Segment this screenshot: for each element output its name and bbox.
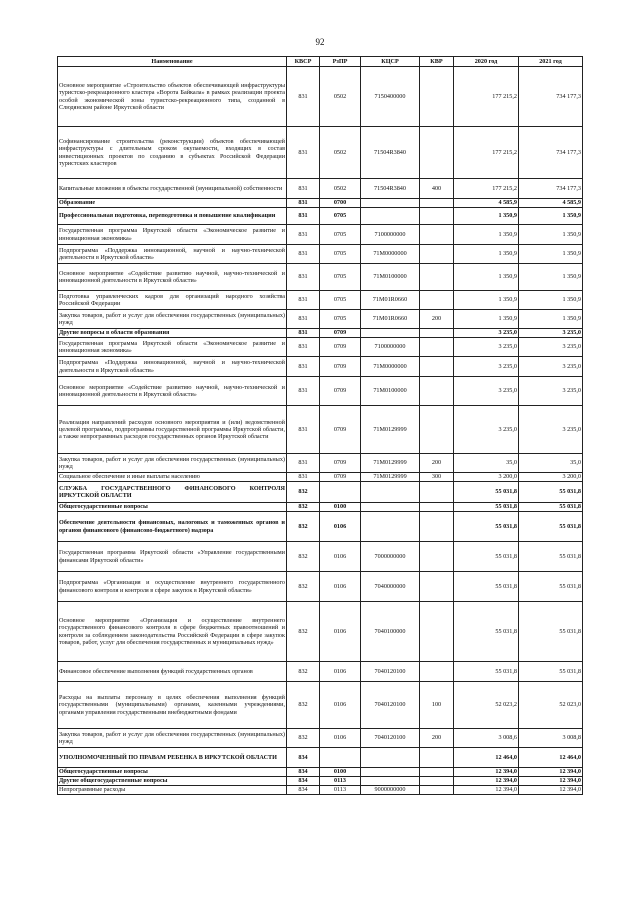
- cell-kvr: 200: [420, 729, 454, 748]
- cell-kvsr: 831: [287, 67, 320, 127]
- cell-rzpr: 0705: [320, 291, 361, 310]
- cell-kvr: 200: [420, 310, 454, 329]
- cell-2020: 3 235,0: [454, 357, 519, 377]
- cell-kcsr: 7100000000: [361, 338, 420, 357]
- cell-rzpr: 0106: [320, 572, 361, 602]
- cell-2021: 1 350,9: [519, 208, 583, 225]
- cell-rzpr: [320, 482, 361, 503]
- table-row: [58, 473, 583, 482]
- cell-2021: 55 031,8: [519, 662, 583, 682]
- cell-rzpr: [320, 748, 361, 768]
- cell-2020: 1 350,9: [454, 264, 519, 291]
- cell-name: Основное мероприятие «Содействие развитию научной, научно-технической и инновационной деятельности в Иркутской области»: [58, 377, 287, 406]
- cell-name: Закупка товаров, работ и услуг для обеспечения государственных (муниципальных) нужд: [58, 310, 287, 329]
- cell-kcsr: 71М0100000: [361, 377, 420, 406]
- cell-rzpr: 0502: [320, 127, 361, 179]
- cell-name: Образование: [58, 199, 287, 208]
- table-row: [58, 225, 583, 245]
- cell-kcsr: 7040120100: [361, 729, 420, 748]
- cell-name: Основное мероприятие «Содействие развитию научной, научно-технической и инновационной деятельности в Иркутской области»: [58, 264, 287, 291]
- cell-kvr: [420, 406, 454, 454]
- page-number: 92: [315, 37, 325, 47]
- cell-2020: 3 200,0: [454, 473, 519, 482]
- cell-kvsr: 834: [287, 786, 320, 795]
- header-2020: 2020 год: [454, 57, 519, 67]
- table-body: [58, 67, 583, 795]
- cell-2020: 3 235,0: [454, 377, 519, 406]
- cell-2020: 1 350,9: [454, 291, 519, 310]
- cell-kvsr: 832: [287, 602, 320, 662]
- cell-name: Подпрограмма «Организация и осуществление внутреннего государственного финансового контроля и контроля в сфере закупок в Иркутской области»: [58, 572, 287, 602]
- cell-kvsr: 831: [287, 264, 320, 291]
- cell-rzpr: 0705: [320, 245, 361, 264]
- cell-name: Другие вопросы в области образования: [58, 329, 287, 338]
- cell-kvr: [420, 748, 454, 768]
- cell-rzpr: 0709: [320, 454, 361, 473]
- cell-2021: 1 350,9: [519, 310, 583, 329]
- cell-kvsr: 831: [287, 310, 320, 329]
- cell-kcsr: 9000000000: [361, 786, 420, 795]
- cell-kcsr: [361, 199, 420, 208]
- cell-kcsr: [361, 748, 420, 768]
- cell-kcsr: 7040100000: [361, 602, 420, 662]
- cell-name: УПОЛНОМОЧЕННЫЙ ПО ПРАВАМ РЕБЕНКА В ИРКУТСКОЙ ОБЛАСТИ: [58, 748, 287, 768]
- cell-rzpr: 0705: [320, 310, 361, 329]
- table-row: [58, 482, 583, 503]
- cell-rzpr: 0709: [320, 357, 361, 377]
- cell-kvr: [420, 572, 454, 602]
- cell-2021: 55 031,8: [519, 482, 583, 503]
- cell-2021: 3 200,0: [519, 473, 583, 482]
- cell-kvsr: 832: [287, 682, 320, 729]
- table-row: [58, 662, 583, 682]
- table-row: [58, 729, 583, 748]
- cell-rzpr: 0502: [320, 67, 361, 127]
- cell-2020: 12 464,0: [454, 748, 519, 768]
- cell-2020: 3 235,0: [454, 338, 519, 357]
- cell-2021: 3 235,0: [519, 406, 583, 454]
- cell-2020: 55 031,8: [454, 572, 519, 602]
- cell-kvr: [420, 245, 454, 264]
- cell-kcsr: [361, 777, 420, 786]
- header-kvsr: КВСР: [287, 57, 320, 67]
- cell-kvr: [420, 264, 454, 291]
- cell-2021: 12 394,0: [519, 786, 583, 795]
- cell-2020: 55 031,8: [454, 482, 519, 503]
- cell-kvsr: 831: [287, 377, 320, 406]
- cell-2020: 12 394,0: [454, 768, 519, 777]
- cell-rzpr: 0100: [320, 768, 361, 777]
- table-row: [58, 291, 583, 310]
- cell-kvr: 200: [420, 454, 454, 473]
- cell-2021: 1 350,9: [519, 291, 583, 310]
- table-row: [58, 127, 583, 179]
- table-row: [58, 310, 583, 329]
- cell-name: Расходы на выплаты персоналу в целях обеспечения выполнения функций государственными (муниципальными) органами, казенными учреждениями, органами управления государственными внебюджетными фондами: [58, 682, 287, 729]
- cell-kvsr: 834: [287, 777, 320, 786]
- cell-2021: 734 177,3: [519, 127, 583, 179]
- cell-name: Подготовка управленческих кадров для организаций народного хозяйства Российской Федерации: [58, 291, 287, 310]
- cell-kvr: [420, 542, 454, 572]
- table-row: [58, 208, 583, 225]
- cell-rzpr: 0106: [320, 542, 361, 572]
- table-row: [58, 245, 583, 264]
- cell-2021: 12 464,0: [519, 748, 583, 768]
- cell-kvr: [420, 67, 454, 127]
- cell-kcsr: 71М0129999: [361, 406, 420, 454]
- cell-kvr: [420, 377, 454, 406]
- cell-2021: 55 031,8: [519, 512, 583, 542]
- cell-kcsr: 7040120100: [361, 662, 420, 682]
- table-row: [58, 512, 583, 542]
- cell-kcsr: 71М0000000: [361, 357, 420, 377]
- table-row: [58, 377, 583, 406]
- cell-kcsr: 7040120100: [361, 682, 420, 729]
- cell-name: Социальное обеспечение и иные выплаты населению: [58, 473, 287, 482]
- cell-kvr: [420, 199, 454, 208]
- cell-kcsr: 71504R3840: [361, 179, 420, 199]
- cell-2020: 12 394,0: [454, 786, 519, 795]
- cell-2020: 4 585,9: [454, 199, 519, 208]
- table-row: [58, 338, 583, 357]
- table-row: [58, 503, 583, 512]
- cell-kvr: [420, 768, 454, 777]
- header-name: Наименование: [58, 57, 287, 67]
- cell-name: Общегосударственные вопросы: [58, 768, 287, 777]
- table-row: [58, 786, 583, 795]
- cell-name: Обеспечение деятельности финансовых, налоговых и таможенных органов и органов финансового (финансово-бюджетного) надзора: [58, 512, 287, 542]
- cell-name: Подпрограмма «Поддержка инновационной, научной и научно-технической деятельности в Иркутской области»: [58, 357, 287, 377]
- cell-2020: 1 350,9: [454, 208, 519, 225]
- cell-kcsr: 7000000000: [361, 542, 420, 572]
- table-row: [58, 768, 583, 777]
- table-row: [58, 406, 583, 454]
- cell-kvsr: 832: [287, 542, 320, 572]
- cell-2021: 3 235,0: [519, 377, 583, 406]
- cell-kvsr: 831: [287, 199, 320, 208]
- cell-2021: 55 031,8: [519, 503, 583, 512]
- cell-kvsr: 831: [287, 291, 320, 310]
- cell-2020: 1 350,9: [454, 310, 519, 329]
- table-row: [58, 329, 583, 338]
- cell-kcsr: 71М01R0660: [361, 291, 420, 310]
- table-row: [58, 572, 583, 602]
- cell-rzpr: 0705: [320, 264, 361, 291]
- cell-name: Общегосударственные вопросы: [58, 503, 287, 512]
- cell-rzpr: 0106: [320, 729, 361, 748]
- cell-kvr: [420, 777, 454, 786]
- cell-rzpr: 0700: [320, 199, 361, 208]
- cell-kcsr: 7040000000: [361, 572, 420, 602]
- cell-2021: 3 235,0: [519, 357, 583, 377]
- cell-kcsr: [361, 768, 420, 777]
- cell-kvr: [420, 329, 454, 338]
- cell-name: Профессиональная подготовка, переподготовка и повышение квалификации: [58, 208, 287, 225]
- cell-kcsr: 7150400000: [361, 67, 420, 127]
- cell-kvr: [420, 512, 454, 542]
- cell-2021: 1 350,9: [519, 245, 583, 264]
- cell-2020: 1 350,9: [454, 225, 519, 245]
- table-row: [58, 264, 583, 291]
- cell-rzpr: 0100: [320, 503, 361, 512]
- cell-name: Основное мероприятие «Организация и осуществление внутреннего государственного финансового контроля в сфере бюджетных правоотношений и контроля за соблюдением законодательства Российской Федерации в сфере закупок товаров, работ, услуг для обеспечения государственных и муниципальных нужд»: [58, 602, 287, 662]
- header-kvr: КВР: [420, 57, 454, 67]
- cell-2020: 55 031,8: [454, 662, 519, 682]
- cell-2020: 177 215,2: [454, 179, 519, 199]
- cell-kcsr: 71М0000000: [361, 245, 420, 264]
- cell-kvsr: 831: [287, 179, 320, 199]
- table-row: [58, 67, 583, 127]
- cell-kvr: [420, 291, 454, 310]
- cell-kcsr: 71504R3840: [361, 127, 420, 179]
- cell-rzpr: 0709: [320, 338, 361, 357]
- cell-kvr: 100: [420, 682, 454, 729]
- cell-2021: 734 177,3: [519, 179, 583, 199]
- cell-kvsr: 831: [287, 225, 320, 245]
- cell-kcsr: [361, 482, 420, 503]
- cell-kvsr: 831: [287, 357, 320, 377]
- table-row: [58, 454, 583, 473]
- cell-name: Государственная программа Иркутской области «Экономическое развитие и инновационная экономика»: [58, 338, 287, 357]
- cell-2021: 55 031,8: [519, 602, 583, 662]
- cell-rzpr: 0113: [320, 786, 361, 795]
- cell-2021: 3 235,0: [519, 329, 583, 338]
- cell-kvr: [420, 662, 454, 682]
- budget-table: [57, 56, 583, 795]
- cell-2020: 3 008,6: [454, 729, 519, 748]
- cell-name: Государственная программа Иркутской области «Управление государственными финансами Иркутской области»: [58, 542, 287, 572]
- cell-2021: 3 235,0: [519, 338, 583, 357]
- cell-kvsr: 831: [287, 338, 320, 357]
- cell-kvsr: 832: [287, 572, 320, 602]
- header-2021: 2021 год: [519, 57, 583, 67]
- table-row: [58, 602, 583, 662]
- cell-kvr: [420, 786, 454, 795]
- cell-kvr: [420, 503, 454, 512]
- cell-rzpr: 0106: [320, 662, 361, 682]
- table-row: [58, 777, 583, 786]
- cell-2021: 12 394,0: [519, 768, 583, 777]
- cell-2020: 3 235,0: [454, 406, 519, 454]
- cell-kvr: [420, 127, 454, 179]
- cell-2020: 55 031,8: [454, 503, 519, 512]
- cell-2020: 35,0: [454, 454, 519, 473]
- header-kcsr: КЦСР: [361, 57, 420, 67]
- cell-kcsr: 71М01R0660: [361, 310, 420, 329]
- cell-kcsr: [361, 503, 420, 512]
- cell-name: Основное мероприятие «Строительство объектов обеспечивающей инфраструктуры туристско-рекреационного кластера «Ворота Байкала» в рамках реализации проекта особой экономической зоны туристско-рекреационного типа, созданной в Слюдянском районе Иркутской области: [58, 67, 287, 127]
- cell-name: СЛУЖБА ГОСУДАРСТВЕННОГО ФИНАНСОВОГО КОНТРОЛЯ ИРКУТСКОЙ ОБЛАСТИ: [58, 482, 287, 503]
- table-header-row: [58, 57, 583, 67]
- cell-name: Софинансирование строительства (реконструкции) объектов обеспечивающей инфраструктуры с длительным сроком окупаемости, входящих в состав инвестиционных проектов по созданию в субъектах Российской Федерации туристских кластеров: [58, 127, 287, 179]
- cell-kvsr: 832: [287, 729, 320, 748]
- cell-kvsr: 831: [287, 473, 320, 482]
- cell-kvr: [420, 338, 454, 357]
- cell-kvsr: 831: [287, 454, 320, 473]
- cell-rzpr: 0705: [320, 208, 361, 225]
- cell-rzpr: 0106: [320, 602, 361, 662]
- cell-name: Закупка товаров, работ и услуг для обеспечения государственных (муниципальных) нужд: [58, 729, 287, 748]
- cell-rzpr: 0705: [320, 225, 361, 245]
- cell-name: Подпрограмма «Поддержка инновационной, научной и научно-технической деятельности в Иркутской области»: [58, 245, 287, 264]
- cell-name: Капитальные вложения в объекты государственной (муниципальной) собственности: [58, 179, 287, 199]
- cell-2020: 55 031,8: [454, 602, 519, 662]
- cell-2020: 12 394,0: [454, 777, 519, 786]
- cell-2020: 177 215,2: [454, 127, 519, 179]
- cell-2021: 55 031,8: [519, 572, 583, 602]
- cell-rzpr: 0709: [320, 406, 361, 454]
- cell-kvsr: 832: [287, 662, 320, 682]
- cell-rzpr: 0709: [320, 473, 361, 482]
- table-row: [58, 179, 583, 199]
- cell-rzpr: 0106: [320, 682, 361, 729]
- table-row: [58, 682, 583, 729]
- table-row: [58, 542, 583, 572]
- cell-kvr: [420, 482, 454, 503]
- cell-2021: 1 350,9: [519, 264, 583, 291]
- cell-2020: 55 031,8: [454, 542, 519, 572]
- cell-2021: 52 023,0: [519, 682, 583, 729]
- cell-name: Финансовое обеспечение выполнения функций государственных органов: [58, 662, 287, 682]
- table-row: [58, 357, 583, 377]
- cell-kvsr: 832: [287, 512, 320, 542]
- cell-kvsr: 831: [287, 208, 320, 225]
- cell-kcsr: 71М0129999: [361, 473, 420, 482]
- cell-kcsr: 71М0100000: [361, 264, 420, 291]
- cell-2020: 177 215,2: [454, 67, 519, 127]
- cell-2021: 1 350,9: [519, 225, 583, 245]
- cell-kvsr: 831: [287, 329, 320, 338]
- cell-kcsr: [361, 512, 420, 542]
- cell-kvr: [420, 208, 454, 225]
- cell-kvr: 300: [420, 473, 454, 482]
- cell-kcsr: [361, 329, 420, 338]
- cell-kvsr: 831: [287, 127, 320, 179]
- cell-kvsr: 831: [287, 245, 320, 264]
- cell-2020: 3 235,0: [454, 329, 519, 338]
- cell-kvr: 400: [420, 179, 454, 199]
- cell-kvr: [420, 225, 454, 245]
- cell-kcsr: [361, 208, 420, 225]
- cell-2020: 1 350,9: [454, 245, 519, 264]
- cell-kvr: [420, 602, 454, 662]
- cell-2020: 52 023,2: [454, 682, 519, 729]
- cell-rzpr: 0113: [320, 777, 361, 786]
- cell-2021: 12 394,0: [519, 777, 583, 786]
- cell-kvsr: 834: [287, 748, 320, 768]
- cell-name: Непрограммные расходы: [58, 786, 287, 795]
- cell-rzpr: 0709: [320, 329, 361, 338]
- table-row: [58, 748, 583, 768]
- cell-name: Государственная программа Иркутской области «Экономическое развитие и инновационная экономика»: [58, 225, 287, 245]
- cell-kvsr: 834: [287, 768, 320, 777]
- cell-kvsr: 832: [287, 503, 320, 512]
- cell-kvsr: 832: [287, 482, 320, 503]
- cell-2021: 4 585,9: [519, 199, 583, 208]
- cell-2021: 55 031,8: [519, 542, 583, 572]
- table-row: [58, 199, 583, 208]
- cell-kcsr: 7100000000: [361, 225, 420, 245]
- cell-name: Реализация направлений расходов основного мероприятия и (или) ведомственной целевой программы, подпрограммы государственной программы Иркутской области, а также непрограммных расходов государственных органов Иркутской области: [58, 406, 287, 454]
- cell-2021: 734 177,3: [519, 67, 583, 127]
- cell-2021: 3 008,8: [519, 729, 583, 748]
- cell-name: Другие общегосударственные вопросы: [58, 777, 287, 786]
- cell-rzpr: 0709: [320, 377, 361, 406]
- cell-name: Закупка товаров, работ и услуг для обеспечения государственных (муниципальных) нужд: [58, 454, 287, 473]
- cell-kcsr: 71М0129999: [361, 454, 420, 473]
- cell-2020: 55 031,8: [454, 512, 519, 542]
- cell-2021: 35,0: [519, 454, 583, 473]
- cell-rzpr: 0502: [320, 179, 361, 199]
- header-rzpr: РзПР: [320, 57, 361, 67]
- cell-rzpr: 0106: [320, 512, 361, 542]
- cell-kvsr: 831: [287, 406, 320, 454]
- cell-kvr: [420, 357, 454, 377]
